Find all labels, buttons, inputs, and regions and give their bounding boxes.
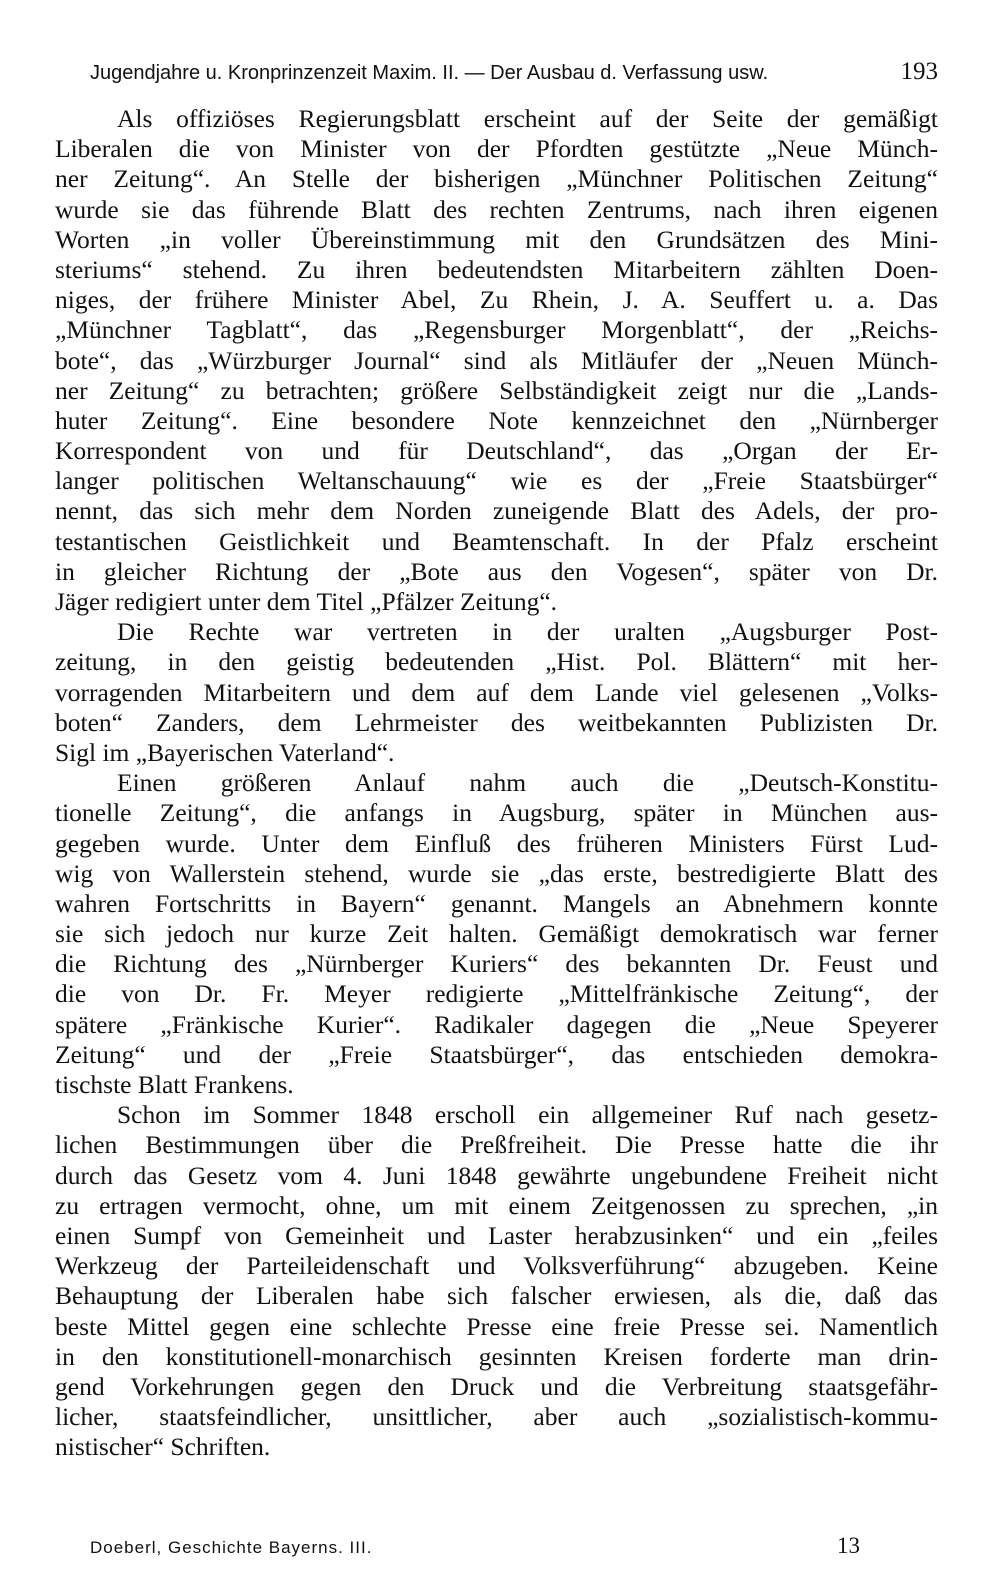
text-line: boten“ Zanders, dem Lehrmeister des weitbekannten Publizisten Dr. — [55, 707, 938, 737]
text-line: vorragenden Mitarbeitern und dem auf dem Lande viel gelesenen „Volks- — [55, 677, 938, 707]
running-title: Jugendjahre u. Kronprinzenzeit Maxim. II. — Der Ausbau d. Verfassung usw. — [90, 62, 769, 84]
text-line: Als offiziöses Regierungsblatt erscheint auf der Seite der gemäßigt — [117, 104, 938, 133]
text-line: testantischen Geistlichkeit und Beamtenschaft. In der Pfalz erscheint — [55, 526, 938, 556]
text-line: wurde sie das führende Blatt des rechten Zentrums, nach ihren eigenen — [55, 194, 938, 224]
text-line: beste Mittel gegen eine schlechte Presse eine freie Presse sei. Namentlich — [55, 1311, 938, 1341]
text-line: nistischer“ Schriften. — [55, 1432, 271, 1462]
text-line: tionelle Zeitung“, die anfangs in Augsburg, später in München aus- — [55, 798, 938, 828]
text-line: einen Sumpf von Gemeinheit und Laster herabzusinken“ und ein „feiles — [55, 1220, 938, 1250]
text-line: sie sich jedoch nur kurze Zeit halten. Gemäßigt demokratisch war ferner — [55, 919, 938, 949]
text-line: Werkzeug der Parteileidenschaft und Volksverführung“ abzugeben. Keine — [55, 1251, 938, 1281]
text-line: Korrespondent von und für Deutschland“, das „Organ der Er- — [55, 436, 938, 466]
text-line: huter Zeitung“. Eine besondere Note kennzeichnet den „Nürnberger — [55, 405, 938, 435]
text-line: in den konstitutionell-monarchisch gesinnten Kreisen forderte man drin- — [55, 1341, 938, 1371]
text-line: ner Zeitung“ zu betrachten; größere Selbständigkeit zeigt nur die „Lands- — [55, 375, 938, 405]
text-line: Behauptung der Liberalen habe sich falscher erwiesen, als die, daß das — [55, 1281, 938, 1311]
text-line: nennt, das sich mehr dem Norden zuneigende Blatt des Adels, der pro- — [55, 496, 938, 526]
text-line: niges, der frühere Minister Abel, Zu Rhein, J. A. Seuffert u. a. Das — [55, 285, 938, 315]
page-footer — [90, 1533, 860, 1561]
sheet-number: 13 — [837, 1533, 860, 1558]
text-line: Jäger redigiert unter dem Titel „Pfälzer Zeitung“. — [55, 587, 558, 616]
text-line: tischste Blatt Frankens. — [55, 1070, 294, 1099]
text-line: ner Zeitung“. An Stelle der bisherigen „Münchner Politischen Zeitung“ — [55, 164, 938, 194]
text-line: steriums“ stehend. Zu ihren bedeutendsten Mitarbeitern zählten Doen- — [55, 254, 938, 284]
text-line: die Richtung des „Nürnberger Kuriers“ des bekannten Dr. Feust und — [55, 949, 938, 979]
text-line: wahren Fortschritts in Bayern“ genannt. Mangels an Abnehmern konnte — [55, 888, 938, 918]
text-line: gegeben wurde. Unter dem Einfluß des früheren Ministers Fürst Lud- — [55, 828, 938, 858]
text-line: Einen größeren Anlauf nahm auch die „Deutsch-Konstitu- — [117, 768, 938, 798]
text-line: Die Rechte war vertreten in der uralten „Augsburger Post- — [117, 617, 938, 647]
text-line: Zeitung“ und der „Freie Staatsbürger“, das entschieden demokra- — [55, 1039, 938, 1069]
running-head — [90, 58, 938, 92]
text-line: „Münchner Tagblatt“, das „Regensburger Morgenblatt“, der „Reichs- — [55, 315, 938, 345]
text-line: Worten „in voller Übereinstimmung mit den Grundsätzen des Mini- — [55, 224, 938, 254]
text-line: gend Vorkehrungen gegen den Druck und die Verbreitung staatsgefähr- — [55, 1371, 938, 1401]
text-line: Sigl im „Bayerischen Vaterland“. — [55, 737, 395, 767]
text-line: die von Dr. Fr. Meyer redigierte „Mittelfränkische Zeitung“, der — [55, 979, 938, 1009]
text-line: wig von Wallerstein stehend, wurde sie „das erste, bestredigierte Blatt des — [55, 858, 938, 888]
text-line: lichen Bestimmungen über die Preßfreiheit. Die Presse hatte die ihr — [55, 1130, 938, 1160]
text-line: spätere „Fränkische Kurier“. Radikaler dagegen die „Neue Speyerer — [55, 1009, 938, 1039]
text-line: Schon im Sommer 1848 erscholl ein allgemeiner Ruf nach gesetz- — [117, 1100, 938, 1130]
text-line: bote“, das „Würzburger Journal“ sind als Mitläufer der „Neuen Münch- — [55, 345, 938, 375]
text-line: in gleicher Richtung der „Bote aus den Vogesen“, später von Dr. — [55, 556, 938, 586]
page-number: 193 — [900, 58, 938, 85]
text-line: licher, staatsfeindlicher, unsittlicher, aber auch „sozialistisch-kommu- — [55, 1402, 938, 1432]
text-line: zu ertragen vermocht, ohne, um mit einem Zeitgenossen zu sprechen, „in — [55, 1190, 938, 1220]
signature-line: Doeberl, Geschichte Bayerns. III. — [90, 1538, 373, 1557]
text-line: langer politischen Weltanschauung“ wie es der „Freie Staatsbürger“ — [55, 466, 938, 496]
text-line: Liberalen die von Minister von der Pfordten gestützte „Neue Münch- — [55, 134, 938, 164]
text-line: zeitung, in den geistig bedeutenden „Hist. Pol. Blättern“ mit her- — [55, 647, 938, 677]
text-line: durch das Gesetz vom 4. Juni 1848 gewährte ungebundene Freiheit nicht — [55, 1160, 938, 1190]
body-text — [55, 104, 938, 1462]
